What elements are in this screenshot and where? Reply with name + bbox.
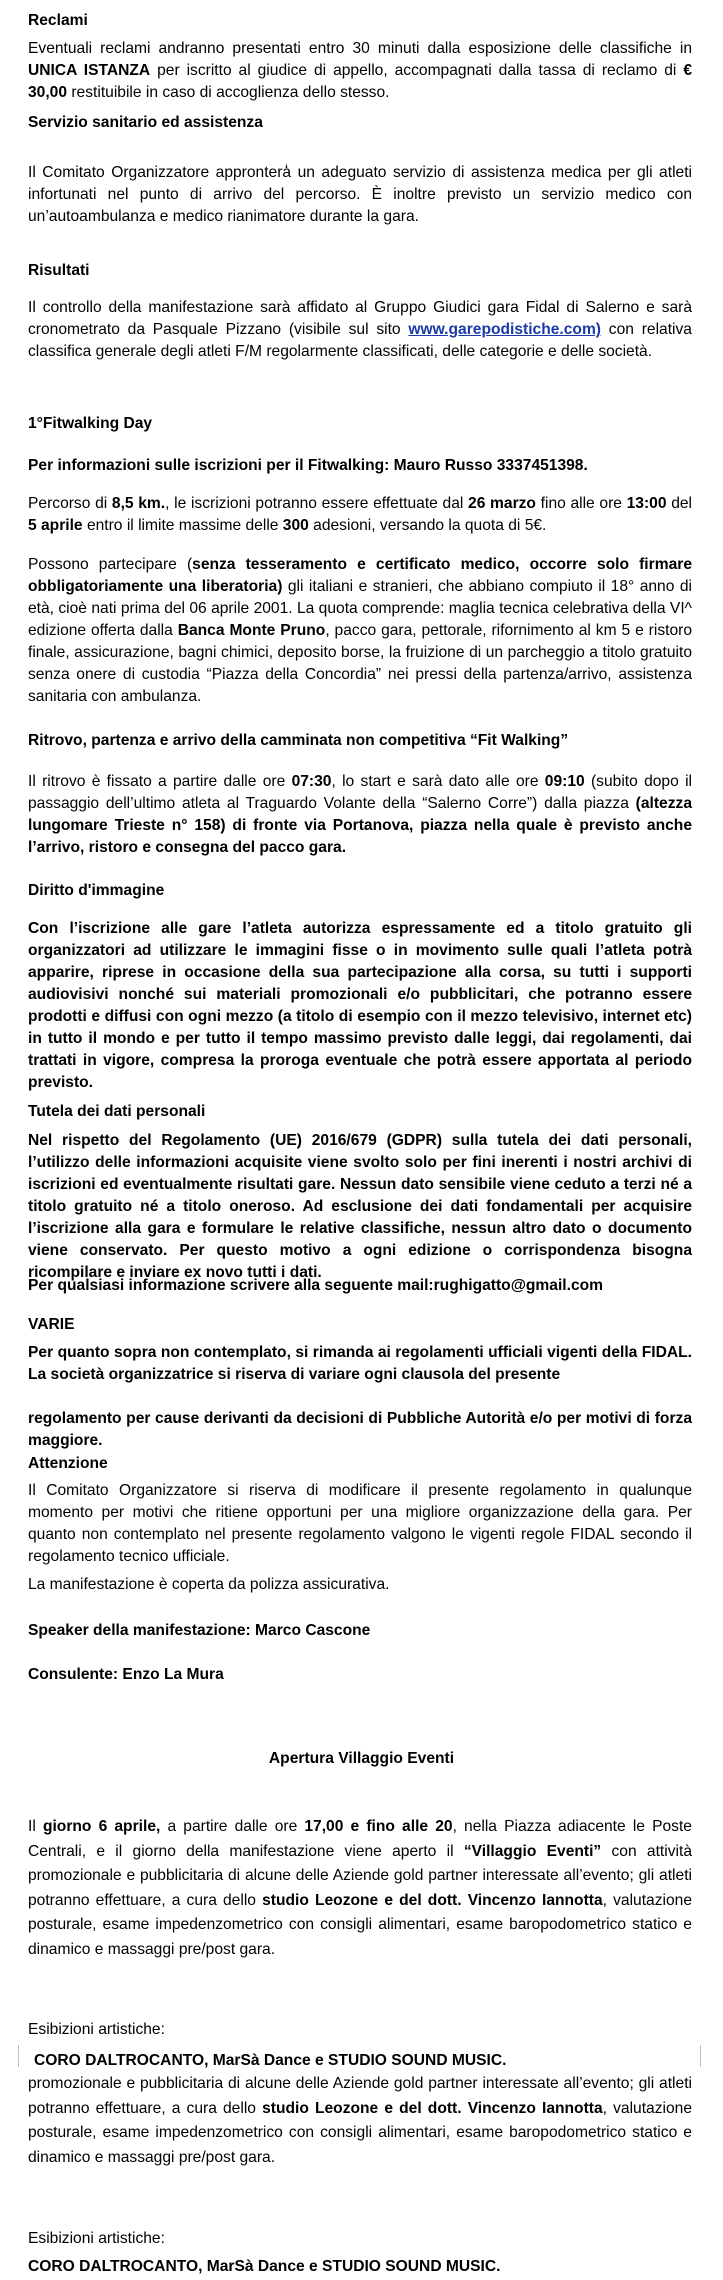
paragraph-risultati: Il controllo della manifestazione sarà affidato al Gruppo Giudici gara Fidal di Salerno e sarà cronometrato da Pasquale Pizzano (visibile sul sito www.garepodistiche.com) con relativa classifica generale degli atleti F/M regolarmente classificati, delle categorie e delle società. [28,299,692,360]
paragraph-polizza: La manifestazione è coperta da polizza assicurativa. [28,1576,390,1593]
section-title-privacy: Tutela dei dati personali [28,1103,206,1120]
section-title-attenzione: Attenzione [28,1455,108,1472]
section-title-risultati: Risultati [28,262,90,279]
fitwalking-info: Per informazioni sulle iscrizioni per il Fitwalking: Mauro Russo 3337451398. [28,457,588,474]
paragraph-partecipazione: Possono partecipare (senza tesseramento e certificato medico, occorre solo firmare obbligatoriamente una liberatoria) gli italiani e stranieri, che abbiano compiuto il 18° anno di età, cioè nati prima del 06 aprile 2001. La quota comprende: maglia tecnica celebrativa della VI^ edizione offerta dalla Banca Monte Pruno, pacco gara, pettorale, rifornimento al km 5 e ristoro finale, assicurazione, bagni chimici, deposito borse, la fruizione di un parcheggio a titolo gratuito senza onere di custodia “Piazza della Concordia” nei pressi della partenza/arrivo, assistenza sanitaria con ambulanza. [28,556,693,705]
section-title-reclami: Reclami [28,12,88,29]
paragraph-reclami: Eventuali reclami andranno presentati entro 30 minuti dalla esposizione delle classifiche in UNICA ISTANZA per iscritto al giudice di appello, accompagnati dalla tassa di reclamo di € 30,00 restituibile in caso di accoglienza dello stesso. [28,40,692,101]
consulente: Consulente: Enzo La Mura [28,1666,224,1683]
artisti-duplicate: CORO DALTROCANTO, MarSà Dance e STUDIO SOUND MUSIC. [28,2258,501,2275]
section-title-villaggio: Apertura Villaggio Eventi [268,1750,455,1767]
paragraph-percorso: Percorso di 8,5 km., le iscrizioni potranno essere effettuate dal 26 marzo fino alle ore 13:00 del 5 aprile entro il limite massime delle 300 adesioni, versando la quota di 5€. [28,495,692,534]
paragraph-villaggio: Il giorno 6 aprile, a partire dalle ore 17,00 e fino alle 20, nella Piazza adiacente le Poste Centrali, e il giorno della manifestazione viene aperto il “Villaggio Eventi” con attività promozionale e pubblicitaria di alcune delle Aziende gold partner interessate all’evento; gli atleti potranno effettuare, a cura dello studio Leozone e del dott. Vincenzo Iannotta, valutazione posturale, esame impedenzometrico con consigli alimentari, esame baropodometrico statico e dinamico e massaggi pre/post gara. [28,1818,692,1958]
paragraph-sanitario: Il Comitato Organizzatore approntera̒ un adeguato servizio di assistenza medica per gli atleti infortunati nel punto di arrivo del percorso. È inoltre previsto un servizio medico con un’autoambulanza e medico rianimatore durante la gara. [28,164,692,225]
esibizioni-label: Esibizioni artistiche: [28,2021,165,2038]
section-title-varie: VARIE [28,1316,75,1333]
contact-mail: Per qualsiasi informazione scrivere alla seguente mail:rughigatto@gmail.com [28,1277,604,1294]
section-title-immagine: Diritto d'immagine [28,882,165,899]
paragraph-varie: Per quanto sopra non contemplato, si rimanda ai regolamenti ufficiali vigenti della FIDAL. La società organizzatrice si riserva di variare ogni clausola del presente [28,1344,692,1383]
esibizioni-label-duplicate: Esibizioni artistiche: [28,2230,165,2247]
section-title-ritrovo: Ritrovo, partenza e arrivo della camminata non competitiva “Fit Walking” [28,732,569,749]
paragraph-immagine: Con l’iscrizione alle gare l’atleta autorizza espressamente ed a titolo gratuito gli organizzatori ad utilizzare le immagini fisse o in movimento sulle quali l’atleta potrà apparire, riprese in occasione della sua partecipazione alla corsa, su tutti i supporti audiovisivi nonché sui materiali promozionali e/o pubblicitari, che potranno essere prodotti e diffusi con ogni mezzo (a titolo di esempio con il mezzo televisivo, internet etc) in tutto il mondo e per tutto il tempo massimo previsto dalle leggi, dai regolamenti, dai trattati in vigore, compresa la proroga eventuale che potrà essere apportata al periodo previsto. [28,920,692,1091]
paragraph-ritrovo: Il ritrovo è fissato a partire dalle ore 07:30, lo start e sarà dato alle ore 09:10 (subito dopo il passaggio dell’ultimo atleta al Traguardo Volante della “Salerno Corre”) dalla piazza (altezza lungomare Trieste n° 158) di fronte via Portanova, piazza nella quale è previsto anche l’arrivo, ristoro e consegna del pacco gara. [28,773,692,856]
paragraph-villaggio-duplicate: promozionale e pubblicitaria di alcune delle Aziende gold partner interessate all’evento; gli atleti potranno effettuare, a cura dello studio Leozone e del dott. Vincenzo Iannotta, valutazione posturale, esame impedenzometrico con consigli alimentari, esame baropodometrico statico e dinamico e massaggi pre/post gara. [28,2075,692,2166]
paragraph-attenzione: Il Comitato Organizzatore si riserva di modificare il presente regolamento in qualunque momento per motivi che ritiene opportuni per una migliore organizzazione della gara. Per quanto non contemplato nel presente regolamento valgono le vigenti regole FIDAL secondo il regolamento tecnico ufficiale. [28,1482,692,1565]
garepodistiche-link[interactable]: www.garepodistiche.com) [408,321,602,338]
artisti: CORO DALTROCANTO, MarSà Dance e STUDIO SOUND MUSIC. [34,2052,507,2069]
section-title-sanitario: Servizio sanitario ed assistenza [28,114,263,131]
section-title-fitwalking: 1°Fitwalking Day [28,415,153,432]
speaker: Speaker della manifestazione: Marco Cascone [28,1622,371,1639]
paragraph-privacy: Nel rispetto del Regolamento (UE) 2016/679 (GDPR) sulla tutela dei dati personali, l’utilizzo delle informazioni acquisite viene svolto solo per fini inerenti i nostri archivi di iscrizioni ed eventualmente risultati gare. Nessun dato sensibile viene ceduto a terzi né a titolo gratuito né a titolo oneroso. Ad esclusione dei dati fondamentali per acquisire l’iscrizione alla gara e formulare le relative classifiche, nessun altro dato o documento viene conservato. Per questo motivo a ogni edizione o corrispondenza bisogna ricompilare e inviare ex novo tutti i dati. [28,1132,692,1281]
page-edge-right [700,2045,701,2067]
page-edge-left [18,2045,19,2067]
paragraph-varie-cont: regolamento per cause derivanti da decisioni di Pubbliche Autorità e/o per motivi di forza maggiore. [28,1410,692,1449]
